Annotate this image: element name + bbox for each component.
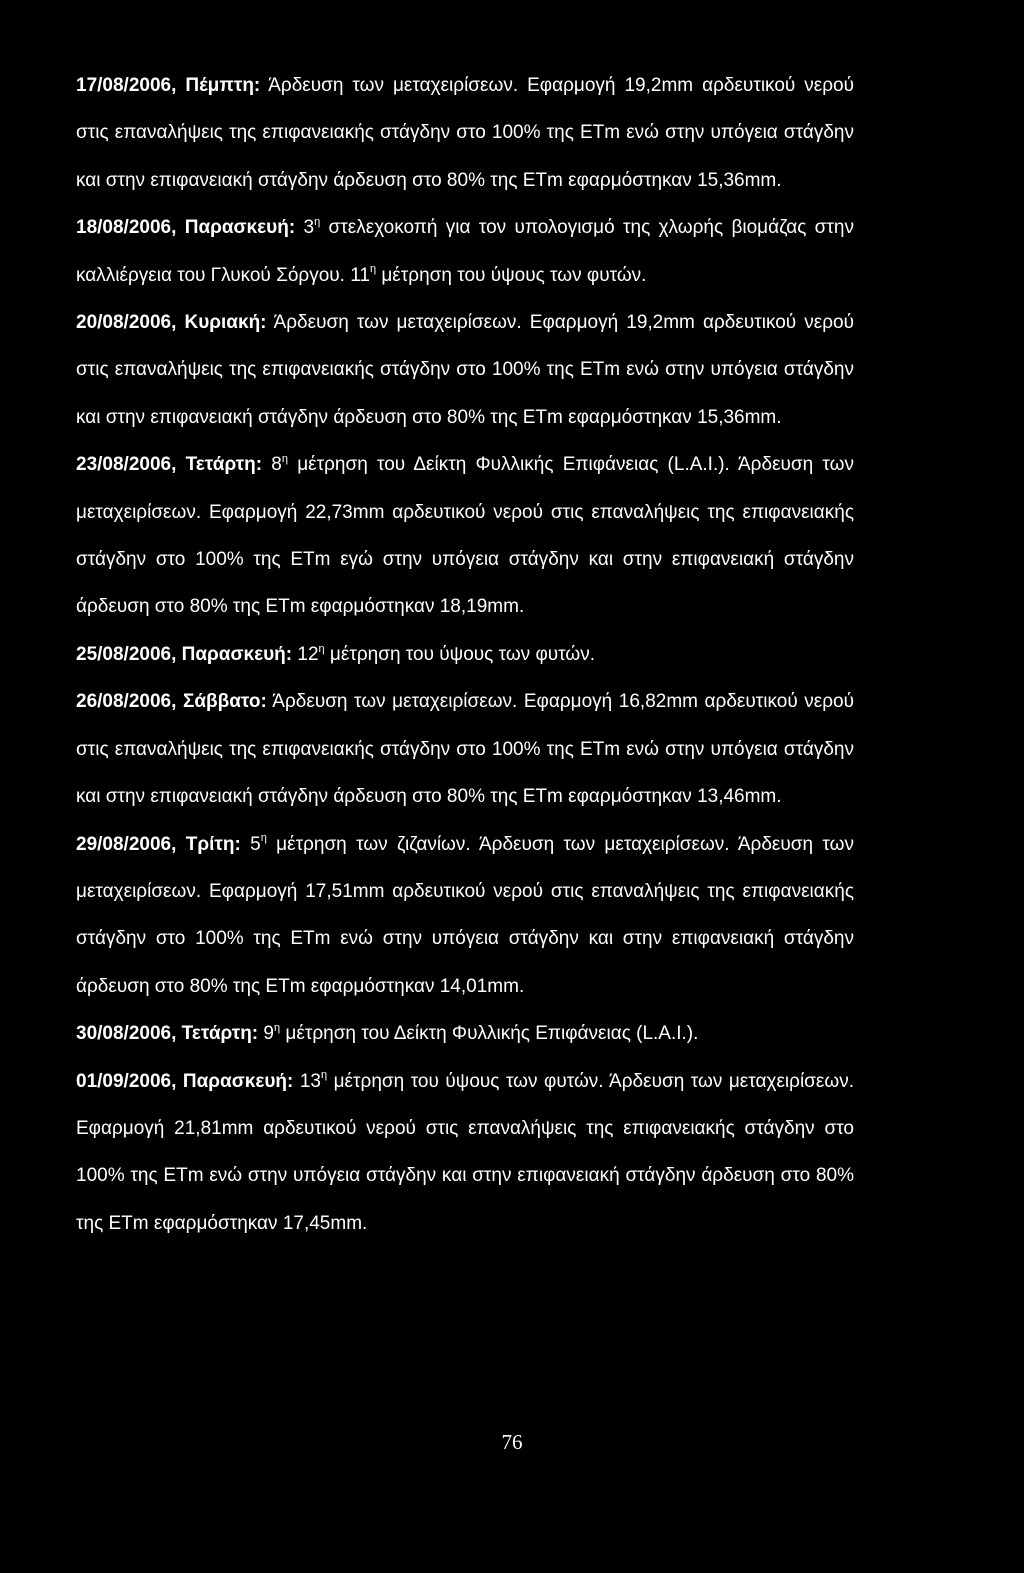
entry-text: 8	[262, 454, 282, 476]
entry-text: 5	[240, 833, 261, 855]
entry-text: μέτρηση του ύψους των φυτών.	[324, 643, 596, 665]
entry-text: μέτρηση του ύψους των φυτών. Άρδευση των μεταχειρίσεων. Εφαρμογή 21,81mm αρδευτικού νερού στις επαναλήψεις της επιφανειακής στάγδην στο 100% της ETm ενώ στην υπόγεια στάγδην και στην επιφανειακή στάγδην άρδευση στο 80% της ETm εφαρμόστηκαν 17,45mm.	[76, 1070, 854, 1234]
diary-entry-2006-08-29	[76, 821, 854, 1011]
diary-entry-2006-08-25	[76, 631, 854, 678]
entry-weekday: Παρασκευή:	[181, 643, 293, 665]
entry-weekday: Πέμπτη:	[185, 75, 261, 96]
entry-text: 3	[295, 217, 315, 239]
diary-entry-2006-08-23	[76, 441, 854, 631]
entry-date: 26/08/2006,	[76, 691, 177, 713]
diary-entry-2006-09-01	[76, 1058, 854, 1248]
entry-date: 20/08/2006,	[76, 312, 177, 334]
entry-date: 18/08/2006,	[76, 217, 177, 239]
entry-text: μέτρηση του Δείκτη Φυλλικής Επιφάνειας (L.A.I.).	[280, 1023, 699, 1045]
entry-text: 9	[258, 1023, 274, 1045]
entry-date: 01/09/2006,	[76, 1070, 177, 1092]
entry-date: 30/08/2006,	[76, 1023, 177, 1045]
diary-entry-2006-08-18	[76, 204, 854, 299]
entry-weekday: Παρασκευή:	[184, 217, 296, 239]
page-number: 76	[501, 1430, 523, 1454]
entry-weekday: Παρασκευή:	[182, 1070, 294, 1092]
entry-text: Άρδευση των μεταχειρίσεων. Εφαρμογή 19,2mm αρδευτικού νερού στις επαναλήψεις της επιφανειακής στάγδην στο 100% της ETm ενώ στην υπόγεια στάγδην και στην επιφανειακή στάγδην άρδευση στο 80% της ETm εφαρμόστηκαν 15,36mm.	[76, 312, 854, 428]
entry-date: 23/08/2006,	[76, 454, 177, 476]
ordinal-superscript: η	[369, 263, 377, 276]
entry-text: μέτρηση του ύψους των φυτών.	[376, 264, 647, 286]
ordinal-superscript: η	[274, 1021, 281, 1034]
entry-text: Άρδευση των μεταχειρίσεων. Εφαρμογή 16,82mm αρδευτικού νερού στις επαναλήψεις της επιφανειακής στάγδην στο 100% της ETm ενώ στην υπόγεια στάγδην και στην επιφανειακή στάγδην άρδευση στο 80% της ETm εφαρμόστηκαν 13,46mm.	[76, 691, 855, 808]
ordinal-superscript: η	[314, 215, 321, 228]
diary-entry-2006-08-30	[76, 1010, 854, 1057]
entry-text: 12	[292, 643, 319, 665]
ordinal-superscript: η	[318, 642, 325, 655]
entry-weekday: Τετάρτη:	[185, 454, 263, 476]
entry-text: μέτρηση των ζιζανίων. Άρδευση των μεταχειρίσεων. Άρδευση των μεταχειρίσεων. Εφαρμογή 17,51mm αρδευτικού νερού στις επαναλήψεις της επιφανειακής στάγδην στο 100% της ETm ενώ στην υπόγεια στάγδην και στην επιφανειακή στάγδην άρδευση στο 80% της ETm εφαρμόστηκαν 14,01mm.	[76, 833, 854, 997]
diary-entry-2006-08-20	[76, 299, 854, 441]
entry-text: 13	[293, 1070, 321, 1092]
entry-weekday: Σάββατο:	[182, 691, 267, 713]
diary-entry-2006-08-26	[76, 678, 854, 820]
ordinal-superscript: η	[281, 452, 288, 465]
entry-date: 25/08/2006,	[76, 643, 177, 665]
entry-text: μέτρηση του Δείκτη Φυλλικής Επιφάνειας (L.A.I.). Άρδευση των μεταχειρίσεων. Εφαρμογή 22,73mm αρδευτικού νερού στις επαναλήψεις της επιφανειακής στάγδην στο 100% της ETm εγώ στην υπόγεια στάγδην και στην επιφανειακή στάγδην άρδευση στο 80% της ETm εφαρμόστηκαν 18,19mm.	[76, 454, 854, 618]
ordinal-superscript: η	[320, 1069, 328, 1082]
entry-date: 17/08/2006,	[76, 75, 177, 96]
entry-weekday: Τρίτη:	[185, 833, 241, 855]
entry-text: Άρδευση των μεταχειρίσεων. Εφαρμογή 19,2mm αρδευτικού νερού στις επαναλήψεις της επιφανειακής στάγδην στο 100% της ETm ενώ στην υπόγεια στάγδην και στην επιφανειακή στάγδην άρδευση στο 80% της ETm εφαρμόστηκαν 15,36mm.	[76, 75, 854, 191]
diary-entry-2006-08-17	[76, 62, 854, 204]
entry-weekday: Τετάρτη:	[181, 1023, 259, 1045]
entry-date: 29/08/2006,	[76, 833, 177, 855]
entry-weekday: Κυριακή:	[184, 312, 267, 334]
entry-text: στελεχοκοπή για τον υπολογισμό της χλωρής βιομάζας στην καλλιέργεια του Γλυκού Σόργου. 11	[76, 217, 854, 286]
ordinal-superscript: η	[260, 832, 267, 845]
document-body	[76, 62, 854, 1247]
